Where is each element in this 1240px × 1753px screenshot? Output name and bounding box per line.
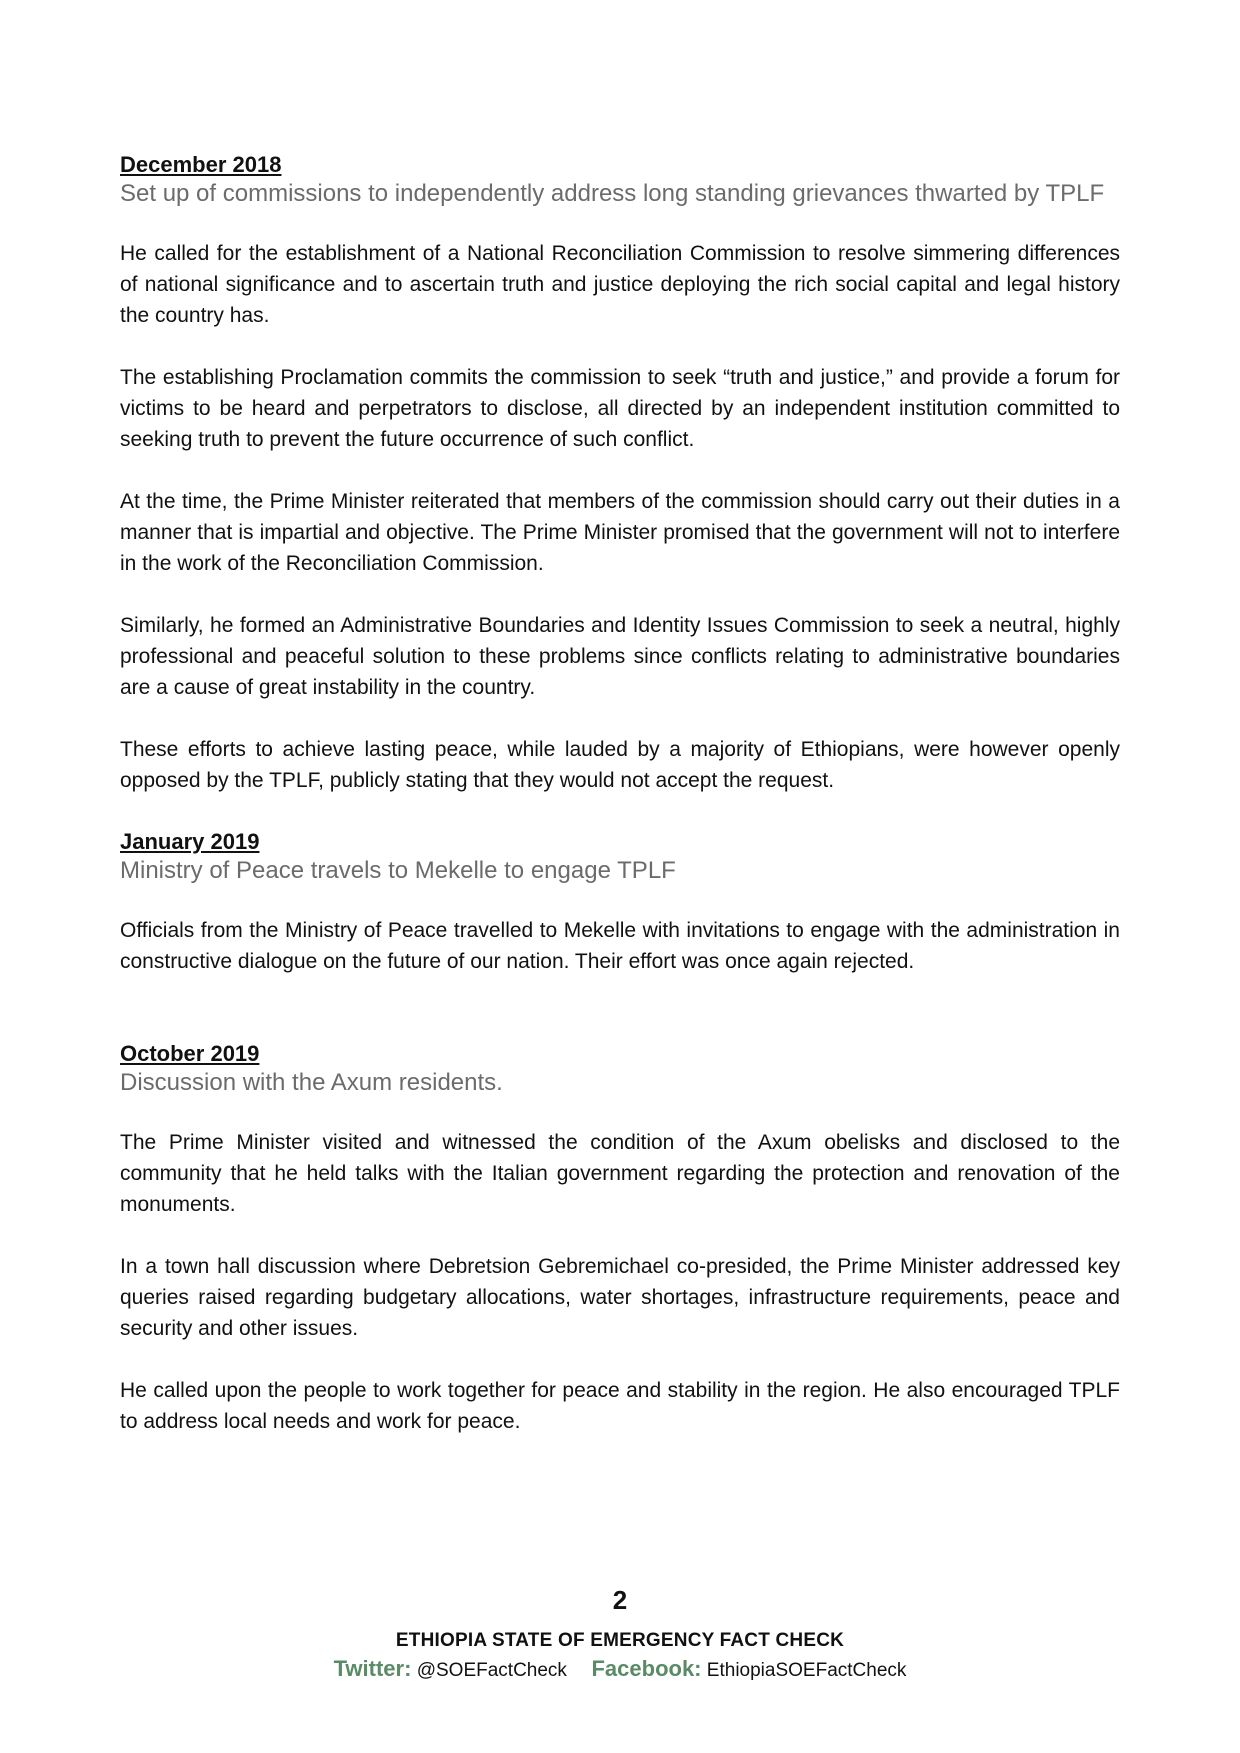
section-october-2019: [120, 1039, 1120, 1437]
document-body: [120, 150, 1120, 1468]
footer-title: ETHIOPIA STATE OF EMERGENCY FACT CHECK: [395, 1630, 845, 1651]
footer-social-links: [0, 1656, 1240, 1682]
twitter-handle: @SOEFactCheck: [416, 1660, 567, 1681]
section-heading: December 2018: [120, 152, 282, 177]
section-december-2018: [120, 150, 1120, 796]
paragraph: He called upon the people to work together for peace and stability in the region. He also encouraged TPLF to address local needs and work for peace.: [120, 1379, 1120, 1433]
paragraph: The Prime Minister visited and witnessed the condition of the Axum obelisks and disclosed to the community that he held talks with the Italian government regarding the protection and renovation of the monuments.: [120, 1131, 1120, 1216]
paragraph: Officials from the Ministry of Peace travelled to Mekelle with invitations to engage with the administration in constructive dialogue on the future of our nation. Their effort was once again rejected.: [120, 919, 1120, 973]
section-subtitle: Discussion with the Axum residents.: [120, 1069, 503, 1096]
section-heading: October 2019: [120, 1041, 260, 1066]
paragraph: These efforts to achieve lasting peace, while lauded by a majority of Ethiopians, were however openly opposed by the TPLF, publicly stating that they would not accept the request.: [120, 738, 1120, 792]
paragraph: At the time, the Prime Minister reiterated that members of the commission should carry out their duties in a manner that is impartial and objective. The Prime Minister promised that the government will not to interfere in the work of the Reconciliation Commission.: [120, 490, 1120, 575]
page-number: 2: [612, 1585, 628, 1615]
section-subtitle: Ministry of Peace travels to Mekelle to engage TPLF: [120, 857, 676, 884]
paragraph: Similarly, he formed an Administrative Boundaries and Identity Issues Commission to seek a neutral, highly professional and peaceful solution to these problems since conflicts relating to administrative boundaries are a cause of great instability in the country.: [120, 614, 1120, 699]
facebook-label: Facebook:: [591, 1656, 702, 1681]
paragraph: The establishing Proclamation commits the commission to seek “truth and justice,” and provide a forum for victims to be heard and perpetrators to disclose, all directed by an independent institution committed to seeking truth to prevent the future occurrence of such conflict.: [120, 366, 1120, 451]
facebook-handle: EthiopiaSOEFactCheck: [706, 1660, 907, 1681]
page-footer: [0, 1630, 1240, 1682]
section-heading: January 2019: [120, 829, 260, 854]
paragraph: He called for the establishment of a National Reconciliation Commission to resolve simmering differences of national significance and to ascertain truth and justice deploying the rich social capital and legal history the country has.: [120, 242, 1120, 327]
twitter-label: Twitter:: [333, 1656, 412, 1681]
section-january-2019: [120, 827, 1120, 977]
paragraph: In a town hall discussion where Debretsion Gebremichael co-presided, the Prime Minister addressed key queries raised regarding budgetary allocations, water shortages, infrastructure requirements, peace and security and other issues.: [120, 1255, 1120, 1340]
section-subtitle: Set up of commissions to independently address long standing grievances thwarted by TPLF: [120, 180, 1105, 207]
